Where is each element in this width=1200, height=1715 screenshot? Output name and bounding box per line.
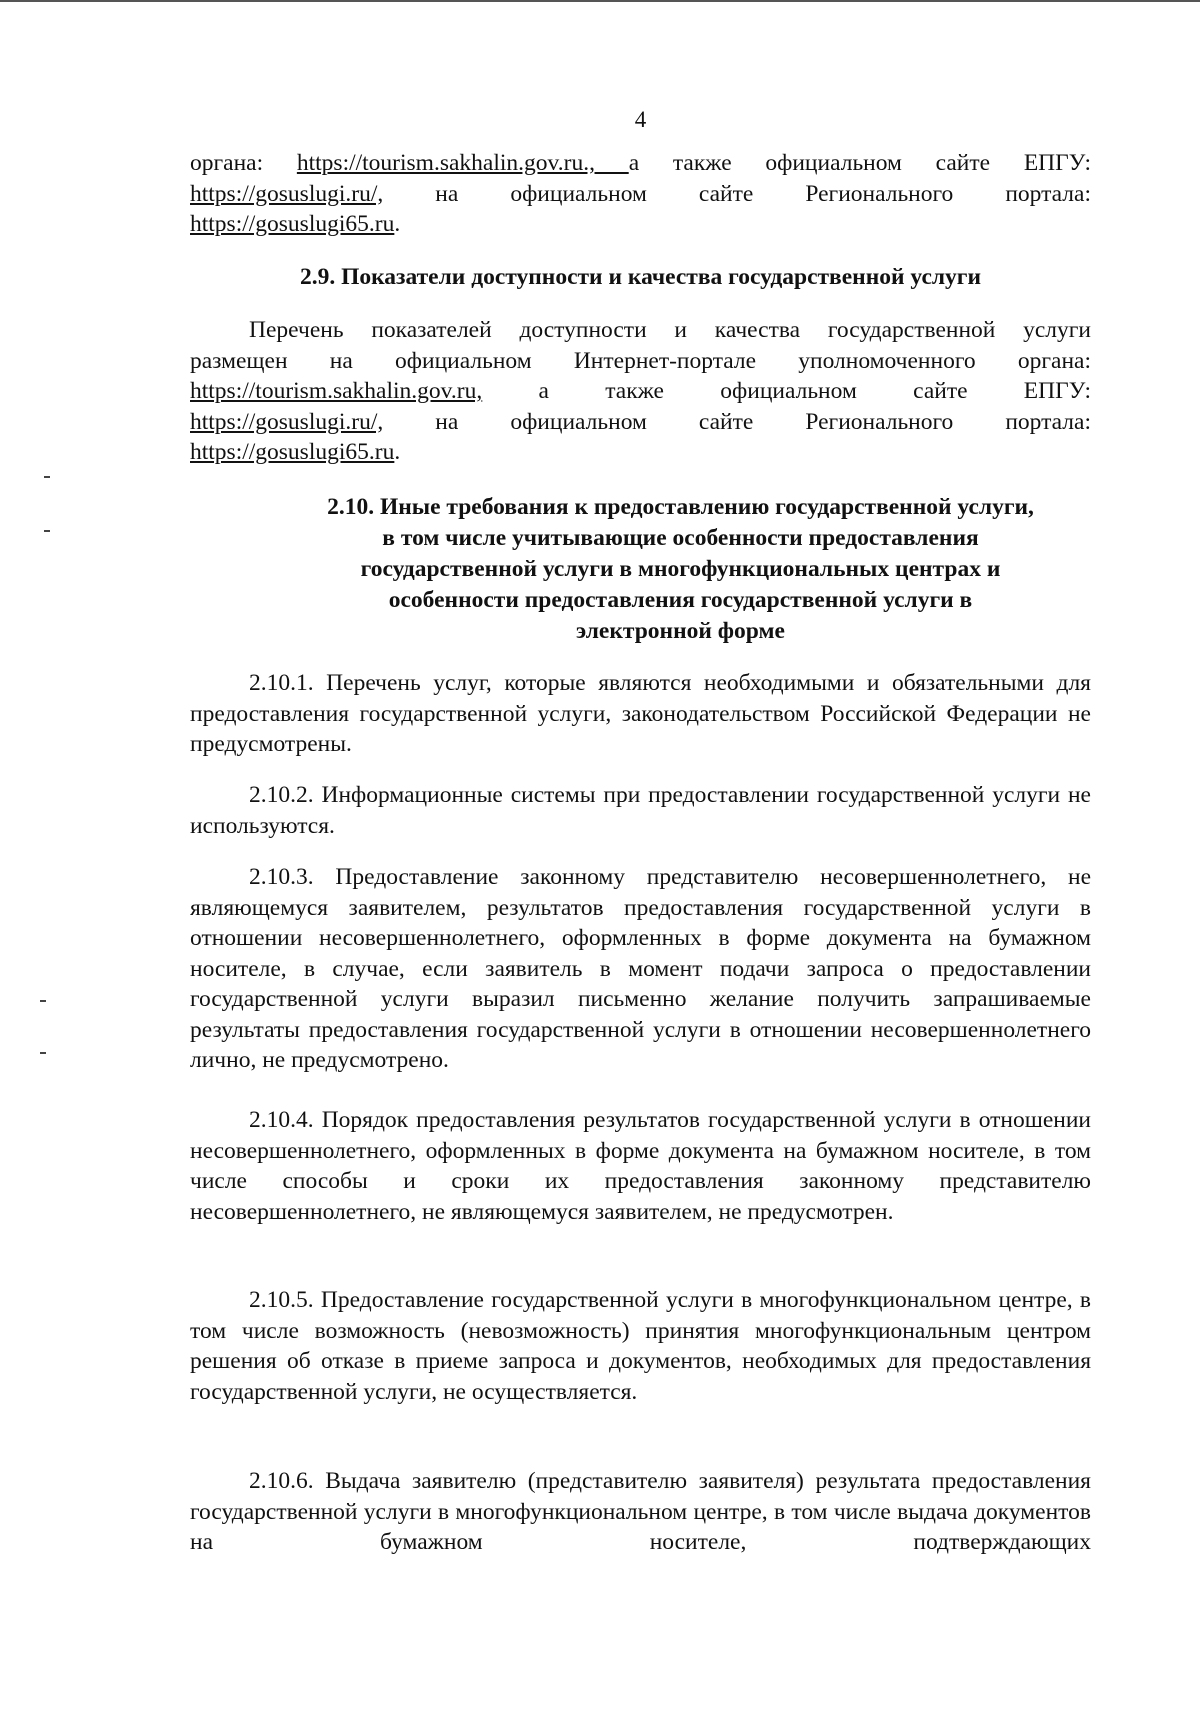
- paragraph-2-10-4: 2.10.4. Порядок предоставления результатов государственной услуги в отношении несовершеннолетнего, оформленных в форме документа на бумажном носителе, в том числе способы и сроки их предоставления законному представителю несовершеннолетнего, не являющемуся заявителем, не предусмотрен.: [190, 1107, 1091, 1225]
- paragraph-2-10-2: 2.10.2. Информационные системы при предоставлении государственной услуги не используются.: [190, 782, 1091, 839]
- paragraph-2-10-6: 2.10.6. Выдача заявителю (представителю заявителя) результата предоставления государственной услуги в многофункциональном центре, в том числе выдача документов на бумажном носителе, подтверждающих: [190, 1468, 1091, 1555]
- section-heading-2-10: 2.10. Иные требования к предоставлению государственной услуги, в том числе учитывающие особенности предоставления государственной услуги в многофункциональных центрах и особенности предоставления государственной услуги в электронной форме: [327, 494, 1034, 644]
- paragraph-2-10-1: 2.10.1. Перечень услуг, которые являются необходимыми и обязательными для предоставления государственной услуги, законодательством Российской Федерации не предусмотрены.: [190, 670, 1091, 757]
- margin-mark: [44, 476, 50, 478]
- link-gosuslugi[interactable]: https://gosuslugi.ru/,: [190, 408, 384, 435]
- paragraph-2-9: Перечень показателей доступности и качества государственной услуги размещен на официальном Интернет-портале уполномоченного органа: https://tourism.sakhalin.gov.ru, а также официальном сайте ЕПГУ: https://gosuslugi.ru/, на официальном сайте Регионального портала: https://gosuslugi65.ru.: [190, 317, 1091, 465]
- section-heading-2-9: 2.9. Показатели доступности и качества государственной услуги: [299, 264, 982, 290]
- paragraph-2-10-5: 2.10.5. Предоставление государственной услуги в многофункциональном центре, в том числе возможность (невозможность) принятия многофункциональным центром решения об отказе в приеме запроса и документов, необходимых для предоставления государственной услуги, не осуществляется.: [190, 1287, 1091, 1405]
- link-gosuslugi65[interactable]: https://gosuslugi65.ru: [190, 211, 395, 237]
- margin-mark: [40, 1052, 46, 1054]
- link-tourism-site[interactable]: https://tourism.sakhalin.gov.ru.,: [296, 150, 629, 176]
- paragraph-2-10-3: 2.10.3. Предоставление законному представителю несовершеннолетнего, не являющемуся заявителем, результатов предоставления государственной услуги в отношении несовершеннолетнего, оформленных в форме документа на бумажном носителе, в случае, если заявитель в момент подачи запроса о предоставлении государственной услуги выразил письменно желание получить запрашиваемые результаты предоставления государственной услуги в отношении несовершеннолетнего лично, не предусмотрено.: [190, 864, 1091, 1073]
- link-gosuslugi[interactable]: https://gosuslugi.ru/,: [190, 180, 384, 207]
- link-gosuslugi65[interactable]: https://gosuslugi65.ru: [190, 439, 395, 465]
- page-number: 4: [634, 107, 647, 132]
- link-tourism-site[interactable]: https://tourism.sakhalin.gov.ru,: [190, 378, 483, 404]
- margin-mark: [40, 1000, 46, 1002]
- paragraph-continued: органа: https://tourism.sakhalin.gov.ru., а также официальном сайте ЕПГУ: https://gosuslugi.ru/, на официальном сайте Регионального портала: https://gosuslugi65.ru.: [190, 150, 1092, 237]
- scan-edge-line: [0, 0, 1200, 2]
- margin-mark: [44, 530, 50, 532]
